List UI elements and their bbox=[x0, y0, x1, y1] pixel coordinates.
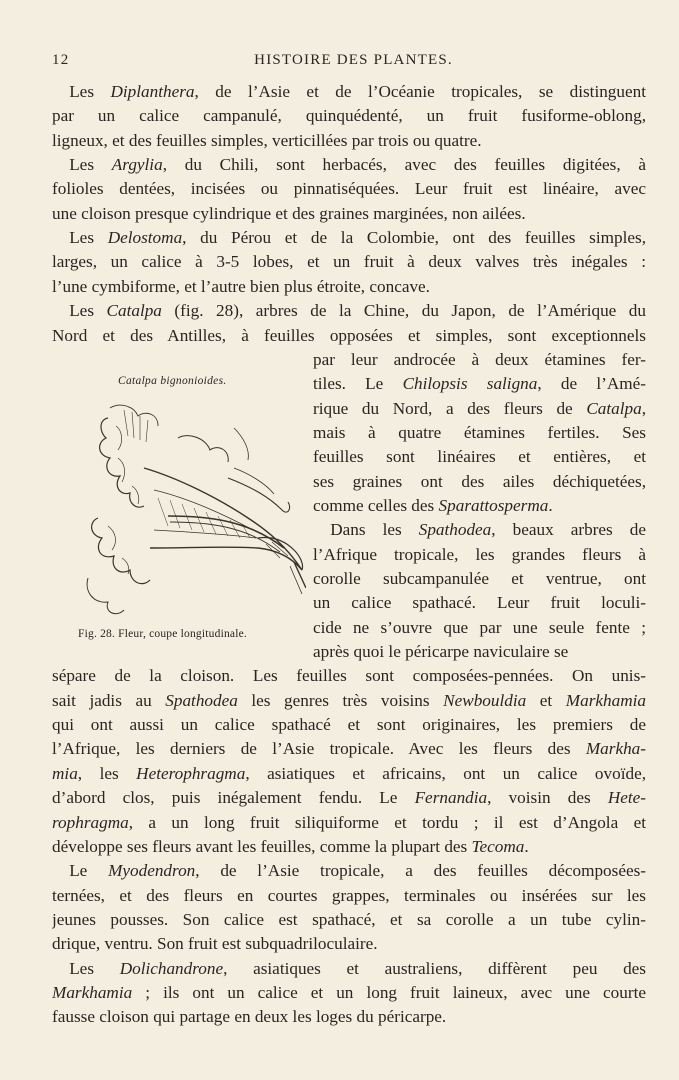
text-run: , voisin des bbox=[487, 788, 608, 808]
text-line bbox=[52, 104, 646, 128]
page-header bbox=[52, 52, 641, 72]
italic-taxon: Spathodea bbox=[165, 690, 238, 710]
text-run: corolle subcampanulée et ventrue, ont bbox=[313, 569, 646, 588]
italic-taxon: Tecoma bbox=[471, 836, 525, 856]
text-line bbox=[313, 616, 646, 640]
text-run: , asiatiques et africains, ont un calice ovoïde, bbox=[245, 763, 646, 783]
text-line bbox=[52, 713, 646, 737]
text-run: Les bbox=[52, 301, 107, 321]
text-line bbox=[313, 397, 646, 421]
italic-taxon: Fernandia bbox=[414, 788, 488, 808]
italic-taxon: Sparattosperma bbox=[438, 495, 549, 515]
text-line bbox=[52, 226, 646, 250]
text-line bbox=[52, 811, 646, 835]
italic-taxon: Argylia bbox=[111, 155, 163, 175]
italic-taxon: Heterophragma bbox=[136, 763, 246, 783]
text-run: une cloison presque cylindrique et des graines marginées, non ailées. bbox=[52, 203, 526, 223]
italic-taxon: rophragma bbox=[52, 812, 129, 832]
text-run: rique du Nord, a des fleurs de bbox=[313, 398, 587, 418]
text-line bbox=[52, 932, 646, 956]
text-run: après quoi le péricarpe naviculaire se bbox=[313, 642, 569, 662]
italic-taxon: Markhamia bbox=[52, 982, 133, 1002]
italic-taxon: Myodendron bbox=[108, 861, 196, 881]
italic-taxon: Spathodea bbox=[418, 520, 492, 540]
text-line bbox=[52, 859, 646, 883]
text-line bbox=[52, 324, 646, 348]
text-run: les genres très voisins bbox=[237, 690, 444, 710]
text-line bbox=[313, 543, 646, 567]
text-run: d’abord clos, puis inégalement fendu. Le bbox=[52, 788, 415, 808]
text-line bbox=[52, 835, 646, 859]
text-run: sépare de la cloison. Les feuilles sont composées-pennées. On unis- bbox=[52, 666, 646, 686]
text-run: Dans les bbox=[313, 520, 419, 540]
text-run: , asiatiques et australiens, diffèrent peu des bbox=[223, 958, 646, 978]
text-line bbox=[52, 1005, 646, 1029]
italic-taxon: mia bbox=[52, 763, 78, 783]
text-run: ligneux, et des feuilles simples, verticillées par trois ou quatre. bbox=[52, 130, 482, 150]
italic-taxon: Newbouldia bbox=[443, 690, 527, 710]
italic-taxon: Chilopsis saligna bbox=[402, 374, 538, 394]
text-line bbox=[313, 640, 646, 664]
italic-taxon: Catalpa bbox=[106, 301, 162, 321]
text-line bbox=[52, 884, 646, 908]
text-line bbox=[52, 786, 646, 810]
text-run: jeunes pousses. Son calice est spathacé, et sa corolle a un tube cylin- bbox=[52, 909, 646, 929]
text-line bbox=[52, 762, 646, 786]
italic-taxon: Diplanthera bbox=[110, 82, 195, 101]
text-line bbox=[52, 981, 646, 1005]
text-run: ; ils ont un calice et un long fruit laineux, avec une courte bbox=[132, 982, 646, 1002]
text-run: qui ont aussi un calice spathacé et sont originaires, les premiers de bbox=[52, 715, 646, 735]
text-line bbox=[52, 737, 646, 761]
text-line bbox=[313, 348, 646, 372]
text-line bbox=[52, 177, 646, 201]
text-run: par leur androcée à deux étamines fer- bbox=[313, 349, 646, 369]
italic-taxon: Markhamia bbox=[565, 690, 646, 710]
text-run: Les bbox=[52, 228, 108, 248]
text-run: tiles. Le bbox=[313, 374, 403, 394]
text-line bbox=[313, 591, 646, 615]
text-run: , de l’Asie tropicale, a des feuilles décomposées- bbox=[195, 861, 646, 881]
text-run: comme celles des bbox=[313, 495, 439, 515]
text-run: Le bbox=[52, 861, 109, 881]
text-run: larges, un calice à 3-5 lobes, et un fruit à deux valves très inégales : bbox=[52, 252, 646, 272]
text-line bbox=[52, 80, 646, 104]
text-line bbox=[52, 957, 646, 981]
figure-label: Catalpa bignonioides. bbox=[118, 375, 227, 387]
text-line bbox=[313, 494, 646, 518]
text-line bbox=[313, 445, 646, 469]
catalpa-flower-illustration bbox=[58, 398, 306, 620]
text-line bbox=[52, 275, 646, 299]
text-line bbox=[52, 250, 646, 274]
text-run: , de l’Asie et de l’Océanie tropicales, se distinguent bbox=[194, 82, 646, 101]
text-run: Les bbox=[52, 155, 112, 175]
text-line bbox=[52, 299, 646, 323]
text-run: sait jadis au bbox=[52, 690, 166, 710]
italic-taxon: Markha- bbox=[585, 739, 646, 759]
text-line bbox=[52, 202, 646, 226]
text-run: développe ses fleurs avant les feuilles, comme la plupart des bbox=[52, 836, 472, 856]
italic-taxon: Catalpa bbox=[586, 398, 642, 418]
text-run: l’une cymbiforme, et l’autre bien plus étroite, concave. bbox=[52, 276, 430, 296]
text-line bbox=[52, 664, 646, 688]
italic-taxon: Delostoma bbox=[107, 228, 183, 248]
text-run: , du Pérou et de la Colombie, ont des feuilles simples, bbox=[182, 228, 646, 248]
italic-taxon: Hete- bbox=[607, 788, 646, 808]
text-run: l’Afrique tropicale, les grandes fleurs à bbox=[313, 544, 646, 564]
page-number: 12 bbox=[52, 52, 70, 68]
text-run: , du Chili, sont herbacés, avec des feuilles digitées, à bbox=[162, 155, 646, 175]
text-line bbox=[313, 567, 646, 591]
text-run: , bbox=[641, 398, 646, 418]
text-run: , les bbox=[77, 763, 137, 783]
text-run: (fig. 28), arbres de la Chine, du Japon, de l’Amérique du bbox=[161, 301, 646, 321]
text-run: , a un long fruit siliquiforme et tordu ; il est d’Angola et bbox=[128, 812, 646, 832]
text-run: et bbox=[526, 690, 566, 710]
text-line bbox=[52, 908, 646, 932]
figure-caption: Fig. 28. Fleur, coupe longitudinale. bbox=[78, 628, 247, 640]
text-run: , beaux arbres de bbox=[491, 520, 646, 540]
text-run: . bbox=[524, 836, 529, 856]
text-run: Les bbox=[52, 82, 111, 101]
text-run: ses graines ont des ailes déchiquetées, bbox=[313, 471, 646, 491]
text-line bbox=[313, 518, 646, 542]
text-run: un calice spathacé. Leur fruit loculi- bbox=[313, 593, 646, 613]
text-run: mais à quatre étamines fertiles. Ses bbox=[313, 422, 646, 442]
text-run: Les bbox=[52, 958, 120, 978]
text-run: , de l’Amé- bbox=[537, 374, 646, 394]
running-title: HISTOIRE DES PLANTES. bbox=[254, 52, 453, 68]
text-run: par un calice campanulé, quinquédenté, un fruit fusiforme-oblong, bbox=[52, 106, 646, 126]
text-run: fausse cloison qui partage en deux les loges du péricarpe. bbox=[52, 1007, 447, 1027]
text-line bbox=[52, 153, 646, 177]
text-run: l’Afrique, les derniers de l’Asie tropicale. Avec les fleurs des bbox=[52, 739, 586, 759]
italic-taxon: Dolichandrone bbox=[119, 958, 224, 978]
text-line bbox=[313, 421, 646, 445]
text-line bbox=[313, 372, 646, 396]
text-run: cide ne s’ouvre que par une seule fente ; bbox=[313, 617, 646, 637]
text-run: drique, ventru. Son fruit est subquadriloculaire. bbox=[52, 934, 378, 954]
text-run: folioles dentées, incisées ou pinnatiséquées. Leur fruit est linéaire, avec bbox=[52, 179, 646, 199]
text-line bbox=[52, 689, 646, 713]
text-run: Nord et des Antilles, à feuilles opposées et simples, sont exceptionnels bbox=[52, 325, 646, 345]
text-run: ternées, et des fleurs en courtes grappes, terminales ou insérées sur les bbox=[52, 885, 646, 905]
text-line bbox=[313, 470, 646, 494]
text-run: feuilles sont linéaires et entières, et bbox=[313, 447, 646, 467]
text-line bbox=[52, 129, 646, 153]
text-run: . bbox=[548, 495, 553, 515]
